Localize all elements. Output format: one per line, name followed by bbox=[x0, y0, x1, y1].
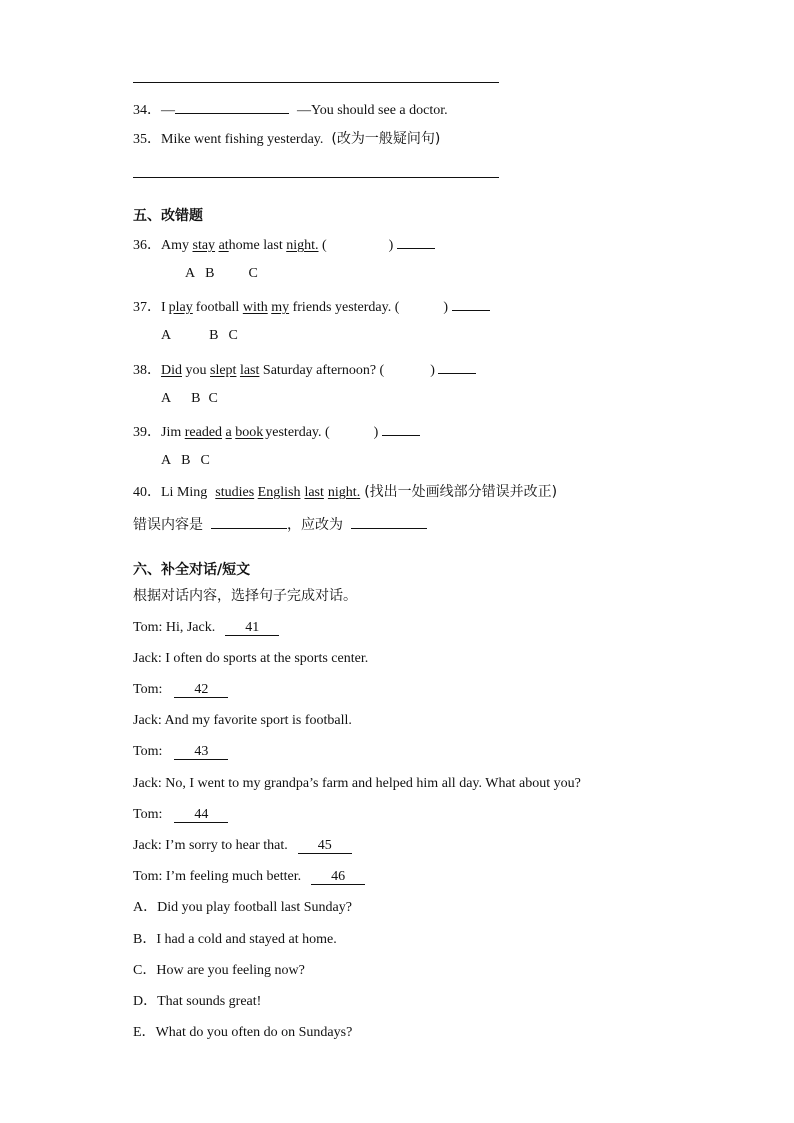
question-38: 38．Did you slept last Saturday afternoon? ( ) bbox=[133, 360, 476, 379]
correction-blank[interactable] bbox=[452, 297, 490, 311]
question-number: 37． bbox=[133, 300, 161, 315]
section-instruction: 根据对话内容，选择句子完成对话。 bbox=[133, 588, 357, 604]
speaker: Tom: bbox=[133, 807, 163, 822]
dialogue-line-8: Jack: I’m sorry to hear that. 45 bbox=[133, 838, 352, 854]
question-number: 38． bbox=[133, 363, 161, 378]
speaker: Jack: bbox=[133, 838, 162, 853]
question-39: 39．Jim readed a book yesterday. ( ) bbox=[133, 422, 420, 441]
underlined-b: with bbox=[242, 300, 268, 315]
section-title: 五、改错题 bbox=[133, 208, 203, 224]
underlined-b: at bbox=[218, 238, 229, 253]
option-d: D．That sounds great! bbox=[133, 994, 262, 1009]
underlined-a: play bbox=[168, 300, 193, 315]
dialogue-line-4: Jack: And my favorite sport is football. bbox=[133, 713, 352, 728]
question-35: 35．Mike went fishing yesterday. (改为一般疑问句) bbox=[133, 131, 441, 147]
speaker: Jack: bbox=[133, 776, 162, 791]
option-c: C．How are you feeling now? bbox=[133, 963, 305, 978]
answer-blank-41[interactable]: 41 bbox=[225, 621, 279, 636]
question-number: 36． bbox=[133, 238, 161, 253]
option-labels: A B C bbox=[161, 453, 210, 468]
underlined-word: studies bbox=[215, 485, 255, 500]
answer-blank-42[interactable]: 42 bbox=[174, 683, 228, 698]
answer-blank-44[interactable]: 44 bbox=[174, 808, 228, 823]
underlined-a: stay bbox=[192, 238, 216, 253]
answer-line-35[interactable] bbox=[133, 177, 499, 178]
underlined-b: slept bbox=[210, 363, 237, 378]
option-letter: A． bbox=[133, 900, 158, 915]
dialogue-line-2: Jack: I often do sports at the sports center. bbox=[133, 651, 369, 666]
answer-blank-43[interactable]: 43 bbox=[174, 745, 228, 760]
speaker: Tom: bbox=[133, 869, 163, 884]
dialogue-line-7 bbox=[133, 807, 228, 823]
option-letter: D． bbox=[133, 994, 158, 1009]
speaker: Tom: bbox=[133, 682, 163, 697]
correction-line: 错误内容是 ，应改为 bbox=[133, 515, 427, 533]
speaker: Jack: bbox=[133, 713, 162, 728]
correction-blank[interactable] bbox=[438, 360, 476, 374]
underlined-a: Did bbox=[161, 363, 182, 378]
instruction-note: (找出一处画线部分错误并改正) bbox=[364, 484, 558, 500]
option-letter: B． bbox=[133, 932, 157, 947]
underlined-word: night bbox=[327, 485, 357, 500]
question-number: 35． bbox=[133, 132, 161, 147]
option-e: E．What do you often do on Sundays? bbox=[133, 1025, 353, 1040]
speaker: Tom: bbox=[133, 744, 163, 759]
question-number: 40． bbox=[133, 485, 161, 500]
underlined-c: last bbox=[239, 363, 260, 378]
underlined-c: book bbox=[235, 425, 264, 440]
instruction-note: (改为一般疑问句) bbox=[331, 131, 441, 147]
wrong-content-blank[interactable] bbox=[211, 515, 287, 529]
underlined-word: English bbox=[257, 485, 301, 500]
option-a: A．Did you play football last Sunday? bbox=[133, 900, 352, 915]
underlined-c: my bbox=[271, 300, 290, 315]
dialogue-line-5 bbox=[133, 744, 228, 760]
underlined-c: night bbox=[286, 238, 315, 253]
dialogue-line-1: Tom: Hi, Jack. 41 bbox=[133, 620, 279, 636]
option-labels: A B C bbox=[161, 391, 218, 406]
option-b: B．I had a cold and stayed at home. bbox=[133, 932, 337, 947]
question-number: 39． bbox=[133, 425, 161, 440]
speaker: Tom: bbox=[133, 620, 163, 635]
option-letter: C． bbox=[133, 963, 157, 978]
underlined-b: a bbox=[225, 425, 232, 440]
speaker: Jack: bbox=[133, 651, 162, 666]
question-36: 36．Amy stay athome last night. ( ) bbox=[133, 235, 435, 254]
option-labels: A B C bbox=[161, 328, 238, 343]
underlined-a: readed bbox=[184, 425, 223, 440]
option-letter: E． bbox=[133, 1025, 156, 1040]
answer-blank-46[interactable]: 46 bbox=[311, 870, 365, 885]
correction-blank[interactable] bbox=[382, 422, 420, 436]
dialogue-line-9: Tom: I’m feeling much better. 46 bbox=[133, 869, 365, 885]
answer-blank-45[interactable]: 45 bbox=[298, 839, 352, 854]
question-37: 37．I play football with my friends yesterday. ( ) bbox=[133, 297, 490, 316]
section-title: 六、补全对话/短文 bbox=[133, 562, 251, 578]
correction-blank[interactable] bbox=[397, 235, 435, 249]
question-40: 40．Li Ming studies English last night. (找出一处画线部分错误并改正) bbox=[133, 484, 558, 500]
answer-line-33[interactable] bbox=[133, 82, 499, 83]
question-number: 34． bbox=[133, 103, 161, 118]
option-labels: A B C bbox=[185, 266, 258, 281]
answer-blank[interactable] bbox=[175, 100, 289, 114]
dialogue-line-3 bbox=[133, 682, 228, 698]
correct-to-blank[interactable] bbox=[351, 515, 427, 529]
dialogue-line-6: Jack: No, I went to my grandpa’s farm and helped him all day. What about you? bbox=[133, 776, 581, 791]
underlined-word: last bbox=[304, 485, 324, 500]
question-34: 34．— —You should see a doctor. bbox=[133, 100, 448, 119]
